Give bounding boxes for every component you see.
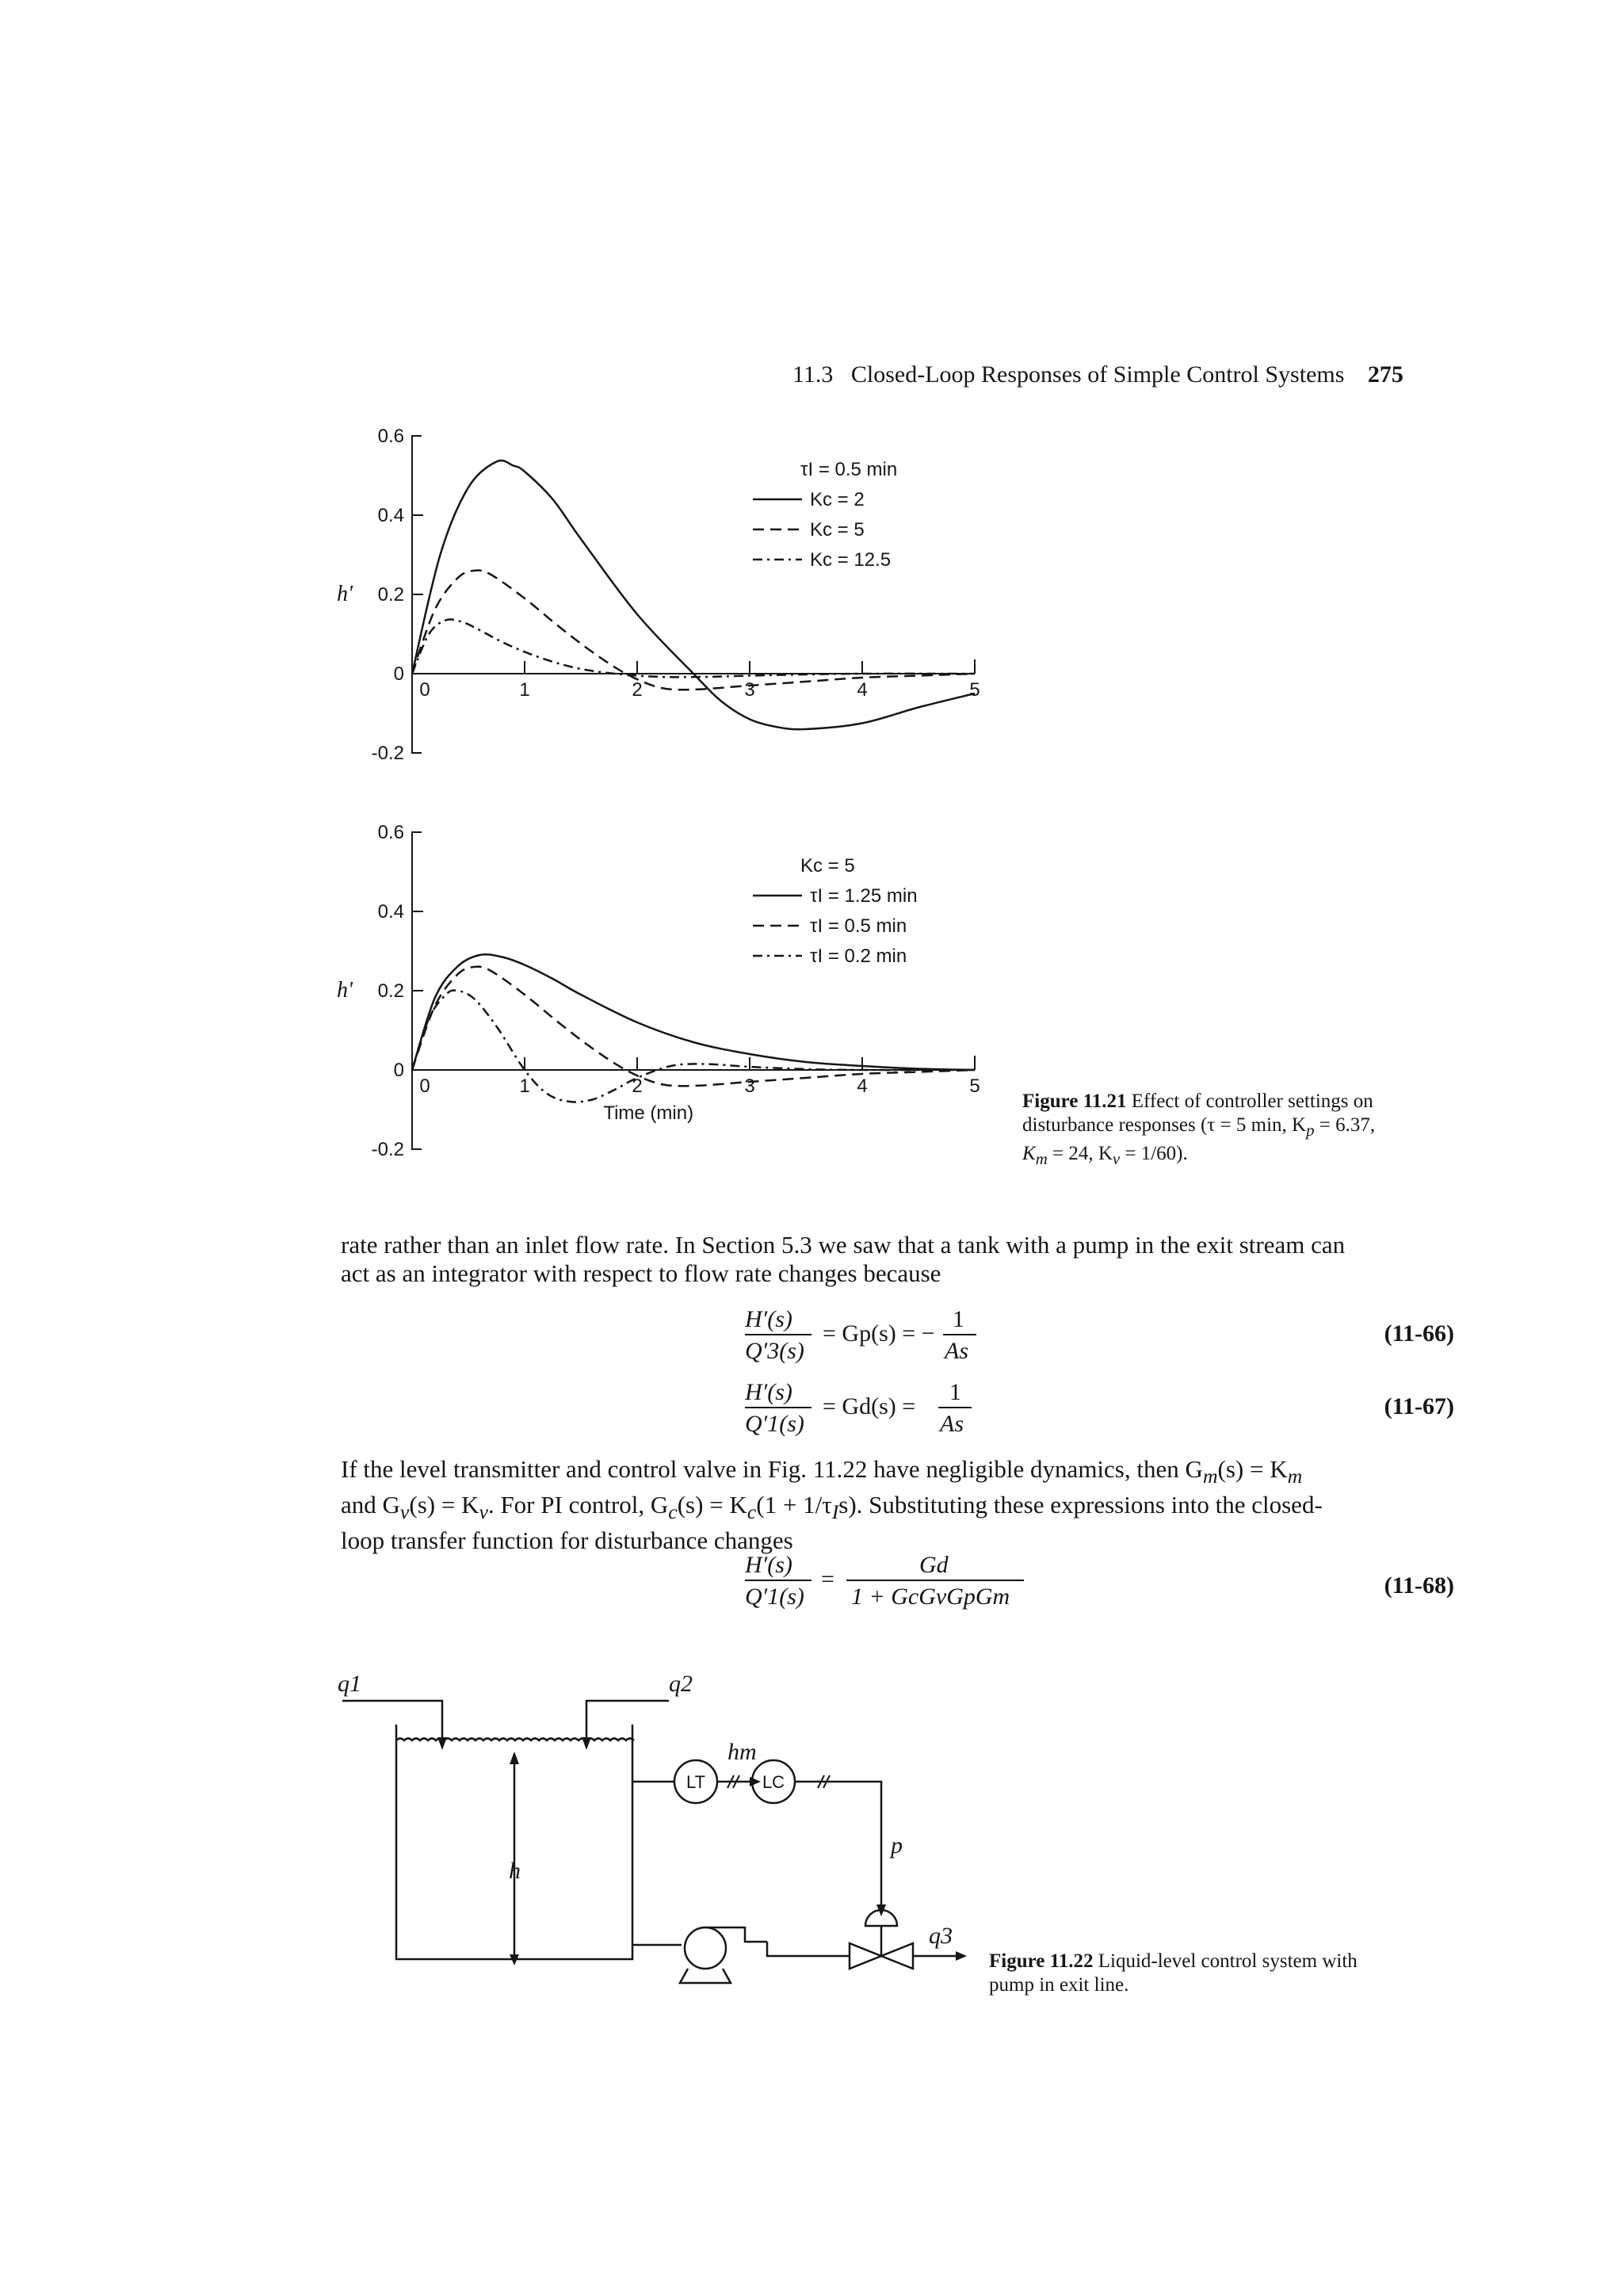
top-chart-legend-label-3: Kc = 12.5 xyxy=(810,549,892,571)
equation-11-68-svg xyxy=(745,1545,1458,1617)
eq68-lhs-num: H′(s) xyxy=(745,1552,792,1578)
p2-l2-sub5: I xyxy=(831,1500,839,1524)
top-chart-x-tick-label: 1 xyxy=(519,679,530,701)
label-lc: LC xyxy=(762,1772,785,1792)
p2-l2-sub4: c xyxy=(747,1500,757,1524)
eq66-number: (11-66) xyxy=(1384,1320,1454,1347)
eq67-rhs-den: As xyxy=(940,1411,964,1437)
p2-l1-sub2: m xyxy=(1287,1465,1303,1488)
figure-11-21-label: Figure 11.21 xyxy=(1022,1091,1127,1112)
bottom-chart-legend-label-1: τI = 1.25 min xyxy=(810,885,918,907)
valve-right xyxy=(881,1943,913,1969)
q1-arrowhead xyxy=(437,1737,447,1750)
equation-11-67 xyxy=(745,1373,1458,1444)
p2-l1-sub: m xyxy=(1202,1465,1218,1488)
bottom-chart-y-tick-label: 0 xyxy=(393,1060,404,1081)
liquid-surface xyxy=(396,1739,634,1741)
figure-11-22-diagram xyxy=(333,1664,983,1997)
p2-l1-b: (s) = K xyxy=(1217,1455,1288,1483)
top-chart-y-tick-label: -0.2 xyxy=(371,743,404,764)
p2-l2-sub3: c xyxy=(668,1500,678,1524)
caption-sub-v: v xyxy=(1112,1149,1121,1168)
p2-l2-b: (s) = K xyxy=(409,1491,479,1519)
top-chart-y-tick-label: 0.4 xyxy=(377,505,404,526)
h-arrow-top xyxy=(510,1752,519,1764)
bottom-chart-legend-label-3: τI = 0.2 min xyxy=(810,946,907,967)
label-q3: q3 xyxy=(929,1923,953,1949)
eq66-mid: = Gp(s) = − xyxy=(823,1320,935,1347)
eq68-rhs-den: 1 + GcGvGpGm xyxy=(851,1584,1010,1610)
bottom-chart-y-axis-label: h' xyxy=(337,978,353,1003)
eq67-rhs-num: 1 xyxy=(949,1379,961,1405)
bottom-chart-y-tick-label: 0.2 xyxy=(377,980,404,1002)
eq66-lhs-den: Q′3(s) xyxy=(745,1338,804,1364)
caption-text-3-end: = 1/60). xyxy=(1120,1143,1188,1164)
bottom-chart-x-tick-label: 5 xyxy=(969,1075,980,1097)
bottom-chart-x-tick-label: 1 xyxy=(519,1075,530,1097)
lc-valve-signal xyxy=(796,1782,881,1906)
bottom-chart-legend-label-2: τI = 0.5 min xyxy=(810,915,907,937)
hm-arrowhead xyxy=(750,1777,761,1786)
chart-bottom-svg xyxy=(309,808,1022,1181)
p2-l2-f: s). Substituting these expressions into the closed- xyxy=(838,1491,1323,1519)
label-q1: q1 xyxy=(338,1671,361,1697)
caption-text-2-end: = 6.37, xyxy=(1314,1114,1376,1136)
caption-text-3: K xyxy=(1022,1143,1036,1164)
bottom-chart-y-tick-label: 0.4 xyxy=(377,901,404,923)
p2-l1-a: If the level transmitter and control valve in Fig. 11.22 have negligible dynamics, then G xyxy=(341,1455,1203,1483)
p2-l2-d: (s) = K xyxy=(677,1491,747,1519)
valve-left xyxy=(850,1943,881,1969)
inlet-q1-pipe xyxy=(342,1701,442,1737)
top-chart-series-2-line xyxy=(412,571,975,690)
paragraph-2-line-2 xyxy=(341,1491,1450,1526)
label-p: p xyxy=(891,1832,903,1859)
p2-l2-sub2: v xyxy=(479,1500,488,1524)
equation-11-68 xyxy=(745,1545,1458,1617)
paragraph-2-line-3: loop transfer function for disturbance changes xyxy=(341,1526,793,1555)
bottom-chart-y-tick-label: -0.2 xyxy=(371,1139,404,1160)
p2-l2-e: (1 + 1/τ xyxy=(756,1491,832,1519)
pump-base xyxy=(680,1969,731,1983)
bottom-chart-x-tick-label: 2 xyxy=(632,1075,643,1097)
top-chart-y-tick-label: 0.6 xyxy=(377,426,404,447)
top-chart-y-tick-label: 0 xyxy=(393,663,404,685)
running-head xyxy=(792,361,1458,388)
eq66-rhs-num: 1 xyxy=(953,1306,964,1332)
figure-11-21-bottom-chart xyxy=(309,808,1022,1181)
exit-pipe-2 xyxy=(767,1942,850,1956)
equation-11-67-svg xyxy=(745,1373,1458,1444)
eq66-lhs-num: H′(s) xyxy=(745,1306,792,1332)
pump-icon xyxy=(685,1927,726,1969)
eq68-lhs-den: Q′1(s) xyxy=(745,1584,804,1610)
bottom-chart-series-1-line xyxy=(412,954,975,1070)
page-number: 275 xyxy=(1367,361,1403,388)
top-chart-x-tick-label: 0 xyxy=(419,679,430,701)
figure-11-22-label: Figure 11.22 xyxy=(989,1950,1094,1972)
top-chart-x-tick-label: 5 xyxy=(969,679,980,701)
q3-arrowhead xyxy=(956,1951,967,1961)
running-head-title: Closed-Loop Responses of Simple Control Systems xyxy=(850,361,1345,388)
label-h: h xyxy=(509,1858,521,1884)
section-number: 11.3 xyxy=(792,361,834,388)
bottom-chart-x-tick-label: 0 xyxy=(419,1075,430,1097)
inlet-q2-pipe xyxy=(586,1701,669,1737)
top-chart-y-axis-label: h' xyxy=(337,582,353,606)
caption-22-line-1: Liquid-level control system with xyxy=(1098,1950,1358,1972)
paragraph-1-line-2: act as an integrator with respect to flow rate changes because xyxy=(341,1259,941,1287)
paragraph-1 xyxy=(341,1231,1450,1288)
eq68-rhs-num: Gd xyxy=(919,1552,949,1578)
figure-11-21-top-chart xyxy=(309,412,1022,785)
caption-text-1: Effect of controller settings on xyxy=(1131,1091,1373,1112)
label-q2: q2 xyxy=(669,1671,693,1697)
p2-l2-a: and G xyxy=(341,1491,400,1519)
eq68-number: (11-68) xyxy=(1384,1572,1454,1599)
equation-11-66-svg xyxy=(745,1300,1458,1371)
figure-11-22-svg xyxy=(333,1664,983,1997)
top-chart-series-1-line xyxy=(412,460,975,729)
chart-top-svg xyxy=(309,412,1022,785)
caption-sub-m: m xyxy=(1035,1149,1048,1168)
caption-text-3-mid: = 24, K xyxy=(1047,1143,1113,1164)
top-chart-legend-title: τI = 0.5 min xyxy=(800,459,898,480)
caption-sub-p: p xyxy=(1306,1121,1315,1140)
eq67-lhs-num: H′(s) xyxy=(745,1379,792,1405)
top-chart-x-tick-label: 4 xyxy=(857,679,868,701)
figure-11-21-caption xyxy=(1022,1090,1450,1171)
paragraph-2-line-1 xyxy=(341,1455,1450,1491)
eq67-lhs-den: Q′1(s) xyxy=(745,1411,804,1437)
caption-text-2: disturbance responses (τ = 5 min, K xyxy=(1022,1114,1307,1136)
equation-11-66 xyxy=(745,1300,1458,1371)
label-lt: LT xyxy=(685,1772,706,1792)
label-hm: hm xyxy=(727,1739,757,1765)
top-chart-x-tick-label: 2 xyxy=(632,679,643,701)
eq66-rhs-den: As xyxy=(945,1338,968,1364)
bottom-chart-x-tick-label: 4 xyxy=(857,1075,868,1097)
eq68-mid: = xyxy=(821,1566,834,1592)
top-chart-y-tick-label: 0.2 xyxy=(377,584,404,606)
caption-22-line-2: pump in exit line. xyxy=(989,1974,1129,1996)
paragraph-2 xyxy=(341,1455,1450,1555)
bottom-chart-y-tick-label: 0.6 xyxy=(377,822,404,843)
figure-11-22-caption xyxy=(989,1950,1433,1997)
paragraph-1-line-1: rate rather than an inlet flow rate. In Section 5.3 we saw that a tank with a pump in the exit stream can xyxy=(341,1231,1346,1259)
top-chart-series-3-line xyxy=(412,620,975,678)
eq67-mid: = Gd(s) = xyxy=(823,1393,916,1419)
top-chart-legend-label-1: Kc = 2 xyxy=(810,489,865,510)
bottom-chart-legend-title: Kc = 5 xyxy=(800,855,855,877)
bottom-chart-x-tick-label: 3 xyxy=(744,1075,755,1097)
p2-l2-c: . For PI control, G xyxy=(487,1491,669,1519)
q2-arrowhead xyxy=(582,1737,591,1750)
bottom-chart-x-axis-label: Time (min) xyxy=(603,1102,694,1124)
top-chart-legend-label-2: Kc = 5 xyxy=(810,519,865,541)
eq67-number: (11-67) xyxy=(1384,1393,1454,1419)
top-chart-x-tick-label: 3 xyxy=(744,679,755,701)
bottom-chart-series-3-line xyxy=(412,991,975,1102)
p2-l2-sub: v xyxy=(399,1500,410,1524)
